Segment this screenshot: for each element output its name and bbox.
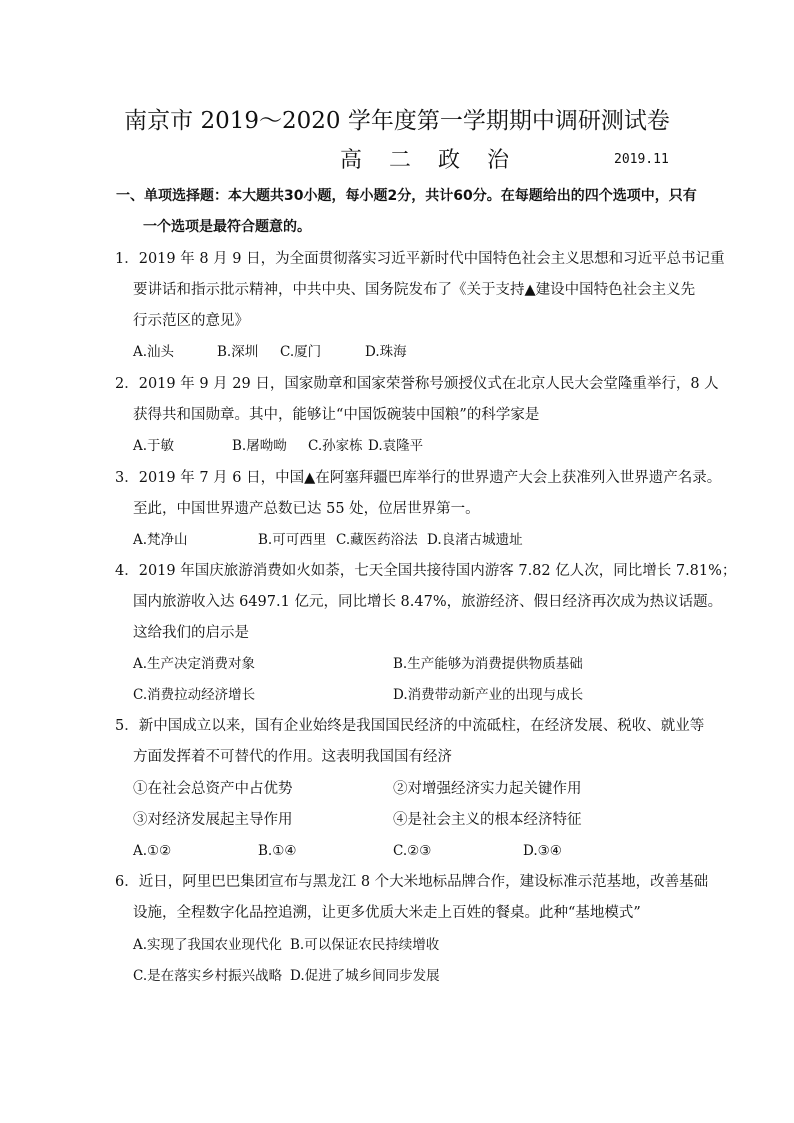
option-d: D.袁隆平: [368, 438, 424, 454]
question-text-line: 5．新中国成立以来，国有企业始终是我国国民经济的中流砥柱，在经济发展、税收、就业等: [115, 718, 705, 734]
option-d: D.珠海: [365, 344, 407, 360]
exam-title: 南京市 2019～2020 学年度第一学期期中调研测试卷: [124, 108, 670, 134]
exam-date: 2019.11: [614, 152, 669, 167]
option-c: C.厦门: [280, 344, 322, 360]
option-a: A.实现了我国农业现代化: [133, 937, 283, 953]
question-text-line: 6．近日，阿里巴巴集团宣布与黑龙江 8 个大米地标品牌合作，建设标准示范基地，改善基础: [115, 874, 709, 890]
question-text-line: 3．2019 年 7 月 6 日，中国▲在阿塞拜疆巴库举行的世界遗产大会上获准列入世界遗产名录。: [115, 470, 722, 486]
section-heading-line1: 一、单项选择题：本大题共30小题，每小题2分，共计60分。在每题给出的四个选项中，只有: [116, 188, 697, 204]
option-a: A.生产决定消费对象: [133, 656, 256, 672]
option-a: A.汕头: [133, 344, 175, 360]
question-text-line: 2．2019 年 9 月 29 日，国家勋章和国家荣誉称号颁授仪式在北京人民大会堂隆重举行，8 人: [115, 376, 719, 392]
question-text-line: 方面发挥着不可替代的作用。这表明我国国有经济: [133, 749, 452, 765]
option-a: A.①②: [133, 843, 172, 859]
statement-3: ③对经济发展起主导作用: [133, 812, 293, 828]
option-d: D.消费带动新产业的出现与成长: [393, 687, 584, 703]
question-text-line: 要讲话和指示批示精神，中共中央、国务院发布了《关于支持▲建设中国特色社会主义先: [133, 282, 696, 298]
option-b: B.可以保证农民持续增收: [290, 937, 440, 953]
question-text-line: 至此，中国世界遗产总数已达 55 处，位居世界第一。: [133, 501, 480, 517]
option-d: D.促进了城乡间同步发展: [290, 968, 440, 984]
option-c: C.孙家栋: [308, 438, 363, 454]
question-text-line: 1．2019 年 8 月 9 日，为全面贯彻落实习近平新时代中国特色社会主义思想和习近平总书记重: [115, 251, 725, 267]
option-d: D.良渚古城遗址: [427, 532, 523, 548]
option-a: A.梵净山: [133, 532, 188, 548]
option-c: C.藏医药浴法: [336, 532, 418, 548]
section-heading-line2: 一个选项是最符合题意的。: [143, 219, 311, 235]
option-a: A.于敏: [133, 438, 175, 454]
option-c: C.消费拉动经济增长: [133, 687, 256, 703]
statement-1: ①在社会总资产中占优势: [133, 781, 293, 797]
option-c: C.②③: [393, 843, 432, 859]
option-b: B.屠呦呦: [232, 438, 287, 454]
option-b: B.①④: [258, 843, 297, 859]
question-text-line: 行示范区的意见》: [133, 313, 249, 329]
statement-2: ②对增强经济实力起关键作用: [393, 781, 582, 797]
option-b: B.生产能够为消费提供物质基础: [393, 656, 583, 672]
option-d: D.③④: [523, 843, 562, 859]
option-b: B.深圳: [217, 344, 259, 360]
question-text-line: 4．2019 年国庆旅游消费如火如荼，七天全国共接待国内游客 7.82 亿人次，同比增长 7.81%；: [115, 563, 737, 579]
question-text-line: 设施，全程数字化品控追溯，让更多优质大米走上百姓的餐桌。此种“基地模式”: [133, 905, 641, 921]
exam-subtitle: 高 二 政 治: [340, 148, 519, 173]
question-text-line: 国内旅游收入达 6497.1 亿元，同比增长 8.47%，旅游经济、假日经济再次成为热议话题。: [133, 594, 723, 610]
statement-4: ④是社会主义的根本经济特征: [393, 812, 582, 828]
option-b: B.可可西里: [258, 532, 327, 548]
option-c: C.是在落实乡村振兴战略: [133, 968, 283, 984]
question-text-line: 获得共和国勋章。其中，能够让“中国饭碗装中国粮”的科学家是: [133, 407, 540, 423]
question-text-line: 这给我们的启示是: [133, 625, 249, 641]
